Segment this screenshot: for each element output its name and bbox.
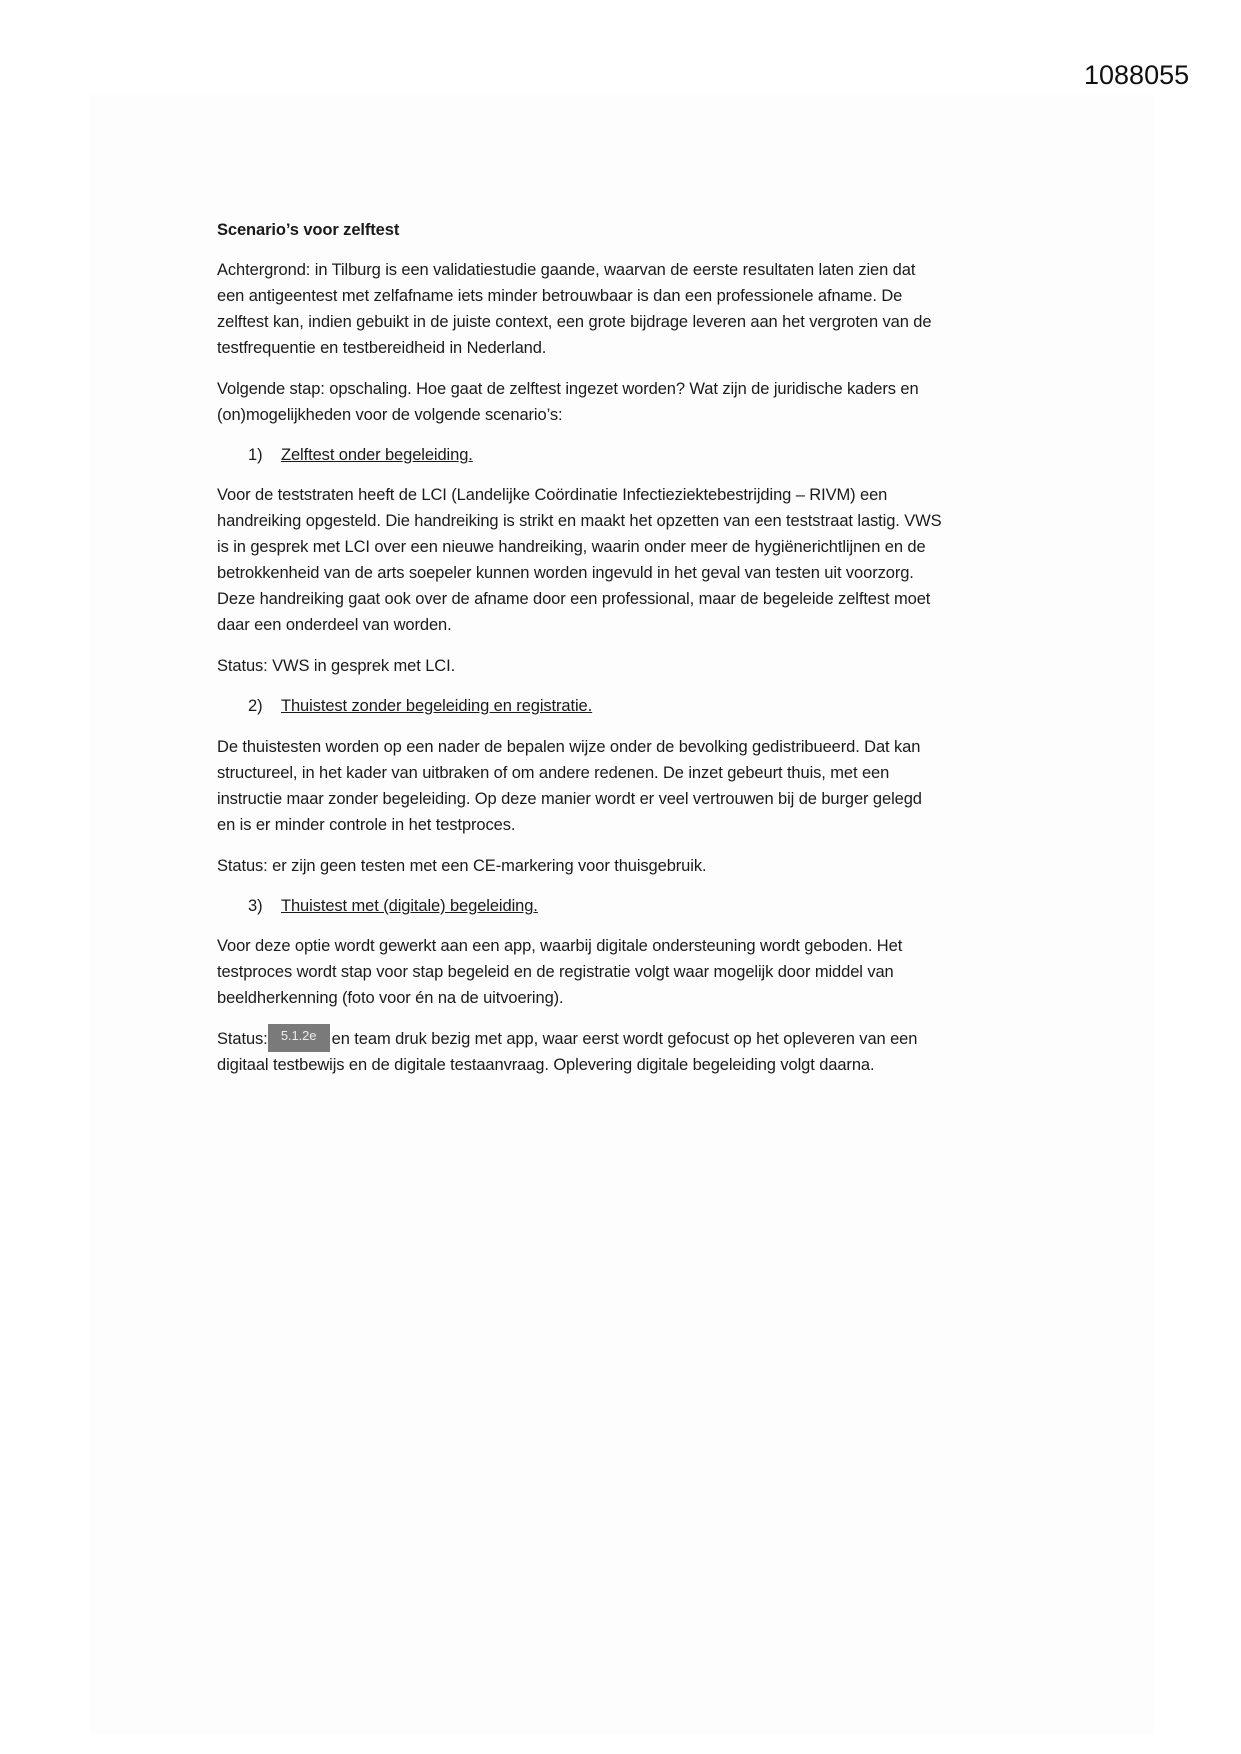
list-number: 3) xyxy=(248,897,263,915)
scenario-2-body xyxy=(217,734,1047,838)
text-line: en is er minder controle in het testproces. xyxy=(217,816,516,834)
text-line: testproces wordt stap voor stap begeleid en de registratie volgt waar mogelijk door middel van xyxy=(217,963,894,981)
scenario-3-status xyxy=(217,1026,1047,1078)
text-line: digitaal testbewijs en de digitale testaanvraag. Oplevering digitale begeleiding volgt daarna. xyxy=(217,1056,875,1074)
text-line: Deze handreiking gaat ook over de afname door een professional, maar de begeleide zelftest moet xyxy=(217,590,931,608)
text-line: testfrequentie en testbereidheid in Nederland. xyxy=(217,339,547,357)
text-line: instructie maar zonder begeleiding. Op deze manier wordt er veel vertrouwen bij de burger gelegd xyxy=(217,790,922,808)
redaction-box: 5.1.2e xyxy=(268,1024,330,1052)
text-line: structureel, in het kader van uitbraken of om andere redenen. De inzet gebeurt thuis, met een xyxy=(217,764,890,782)
scenario-1-status: Status: VWS in gesprek met LCI. xyxy=(217,657,456,675)
text-line: Volgende stap: opschaling. Hoe gaat de zelftest ingezet worden? Wat zijn de juridische kaders en xyxy=(217,380,919,398)
text-line: Voor deze optie wordt gewerkt aan een app, waarbij digitale ondersteuning wordt geboden. Het xyxy=(217,937,903,955)
text-line: (on)mogelijkheden voor de volgende scenario’s: xyxy=(217,406,563,424)
next-step-paragraph xyxy=(217,376,1047,428)
list-number: 2) xyxy=(248,697,263,715)
scenario-2-status: Status: er zijn geen testen met een CE-markering voor thuisgebruik. xyxy=(217,857,707,875)
text-line: zelftest kan, indien gebuikt in de juiste context, een grote bijdrage leveren aan het vergroten van de xyxy=(217,313,932,331)
text-line: De thuistesten worden op een nader de bepalen wijze onder de bevolking gedistribueerd. Dat kan xyxy=(217,738,921,756)
scenario-3-body xyxy=(217,933,1047,1011)
scenario-1-body xyxy=(217,482,1047,638)
scenario-title: Thuistest zonder begeleiding en registratie. xyxy=(281,697,593,715)
text-line: betrokkenheid van de arts soepeler kunnen worden ingevuld in het geval van testen uit voorzorg. xyxy=(217,564,914,582)
text-line: is in gesprek met LCI over een nieuwe handreiking, waarin onder meer de hygiënerichtlijnen en de xyxy=(217,538,926,556)
scenario-title: Thuistest met (digitale) begeleiding. xyxy=(281,897,538,915)
scenario-1-heading xyxy=(248,442,1078,468)
list-number: 1) xyxy=(248,446,263,464)
document-number: 1088055 xyxy=(1084,60,1190,90)
text-line: een antigeentest met zelfafname iets minder betrouwbaar is dan een professionele afname. De xyxy=(217,287,903,305)
scenario-title: Zelftest onder begeleiding. xyxy=(281,446,473,464)
background-paragraph xyxy=(217,257,1047,361)
scenario-2-heading xyxy=(248,693,1078,719)
text-line: en team druk bezig met app, waar eerst wordt gefocust op het opleveren van een xyxy=(331,1030,918,1048)
scenario-3-heading xyxy=(248,893,1078,919)
text-line: beeldherkenning (foto voor én na de uitvoering). xyxy=(217,989,564,1007)
text-line: Achtergrond: in Tilburg is een validatiestudie gaande, waarvan de eerste resultaten laten zien dat xyxy=(217,261,916,279)
text-line: daar een onderdeel van worden. xyxy=(217,616,452,634)
status-label: Status: xyxy=(217,1030,268,1048)
text-line: Voor de teststraten heeft de LCI (Landelijke Coördinatie Infectieziektebestrijding – RIVM) een xyxy=(217,486,888,504)
text-line: handreiking opgesteld. Die handreiking is strikt en maakt het opzetten van een teststraat lastig. VWS xyxy=(217,512,942,530)
document-heading: Scenario’s voor zelftest xyxy=(217,221,400,239)
